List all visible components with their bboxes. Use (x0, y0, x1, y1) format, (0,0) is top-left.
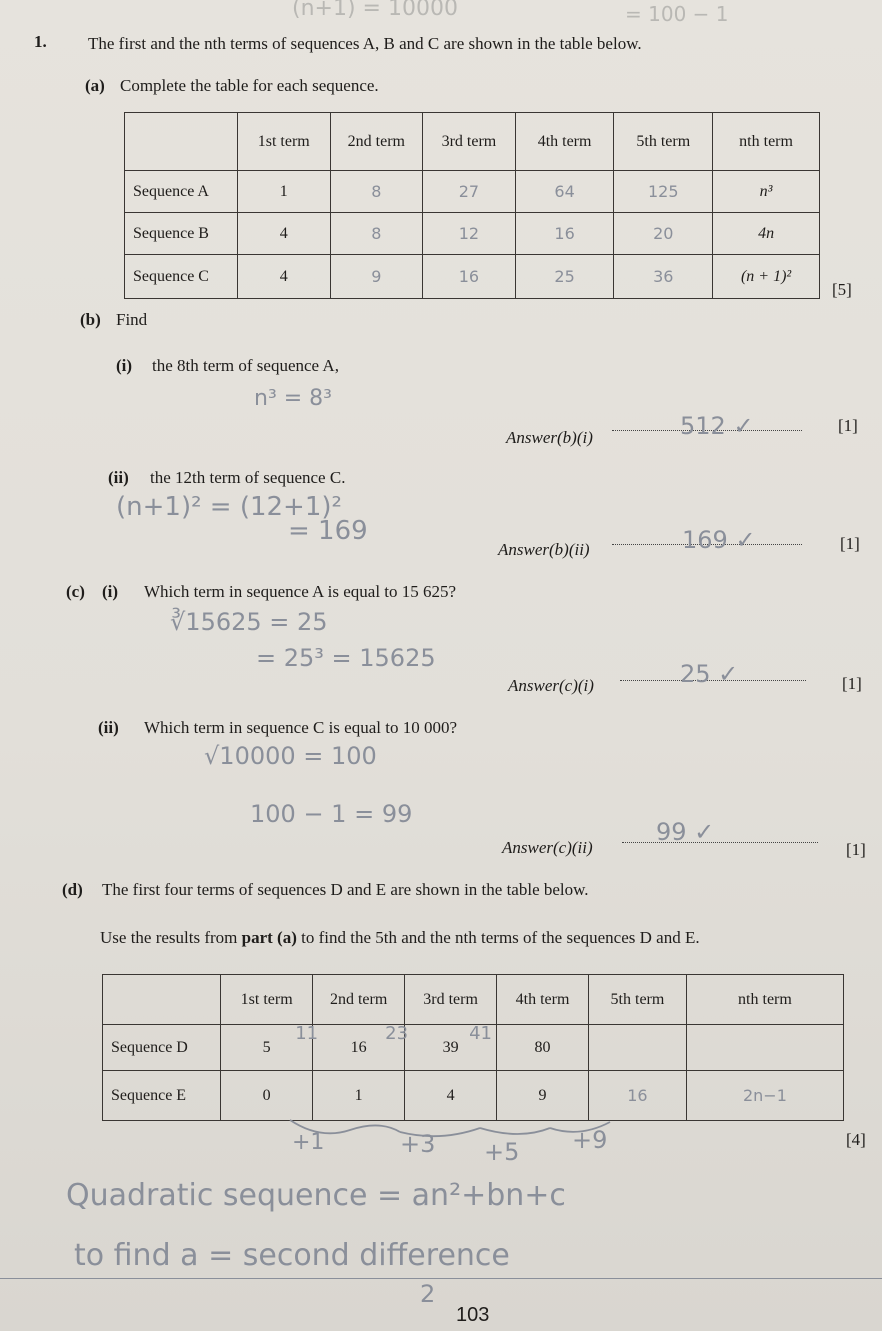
handwritten-term (686, 1025, 843, 1071)
working-line: 100 − 1 = 99 (250, 800, 413, 828)
header-cell: 1st term (221, 975, 313, 1025)
handwritten-term: 8 (330, 171, 423, 213)
header-cell: 2nd term (313, 975, 405, 1025)
part-d-marks: [4] (846, 1130, 866, 1149)
part-b-i-text: the 8th term of sequence A, (152, 356, 339, 375)
part-b-find: Find (116, 310, 148, 329)
part-a-label: (a) (85, 76, 105, 95)
brace-3 (480, 1128, 550, 1134)
handwritten-term (589, 1025, 687, 1071)
header-cell: 3rd term (423, 113, 516, 171)
header-cell (103, 975, 221, 1025)
table-a-header-row (125, 113, 820, 171)
nth-term: (n + 1)² (713, 255, 820, 299)
part-c-i-label: (i) (102, 582, 119, 601)
handwritten-difference: 23 (385, 1023, 409, 1044)
difference: +3 (400, 1130, 436, 1158)
header-cell: nth term (713, 113, 820, 171)
printed-term: 80 (497, 1025, 589, 1071)
handwritten-term: 36 (614, 255, 713, 299)
table-a (124, 112, 820, 299)
row-label: Sequence E (103, 1071, 221, 1121)
handwritten-term: 27 (423, 171, 516, 213)
difference: +5 (484, 1138, 520, 1166)
table-d (102, 974, 844, 1121)
handwritten-term: 64 (515, 171, 614, 213)
handwritten-term: 20 (614, 213, 713, 255)
handwritten-term: 125 (614, 171, 713, 213)
header-cell: 5th term (589, 975, 687, 1025)
handwritten-difference: 41 (469, 1023, 492, 1044)
marks: [1] (840, 534, 860, 553)
part-c-ii-text: Which term in sequence C is equal to 10 000? (144, 718, 457, 737)
header-cell: nth term (686, 975, 843, 1025)
working-line: n³ = 8³ (254, 386, 332, 411)
handwritten-term: 25 (515, 255, 614, 299)
marks: [1] (846, 840, 866, 859)
answer-value: 169 ✓ (682, 526, 756, 554)
answer-value: 25 ✓ (680, 660, 739, 688)
working-line: ∛15625 = 25 (170, 608, 328, 636)
part-b-ii-label: (ii) (108, 468, 129, 487)
printed-term: 1 (237, 171, 330, 213)
answer-value: 512 ✓ (680, 412, 754, 440)
printed-term: 16 23 (313, 1025, 405, 1071)
row-label: Sequence A (125, 171, 238, 213)
header-cell (125, 113, 238, 171)
header-cell: 4th term (515, 113, 614, 171)
header-cell: 1st term (237, 113, 330, 171)
row-label: Sequence B (125, 213, 238, 255)
marks: [1] (842, 674, 862, 693)
row-label: Sequence C (125, 255, 238, 299)
part-b-label: (b) (80, 310, 101, 329)
handwritten-term: 16 (589, 1071, 687, 1121)
answer-value: 99 ✓ (656, 818, 715, 846)
part-a-instruction: Complete the table for each sequence. (120, 76, 379, 95)
answer-label: Answer(b)(i) (506, 428, 593, 447)
page-number: 103 (456, 1304, 490, 1326)
handwritten-term: 8 (330, 213, 423, 255)
handwritten-term: 9 (330, 255, 423, 299)
printed-term: 4 (237, 213, 330, 255)
printed-term: 5 11 (221, 1025, 313, 1071)
handwritten-difference: 11 (295, 1023, 319, 1044)
answer-line (622, 842, 818, 843)
answer-label: Answer(b)(ii) (498, 540, 590, 559)
header-cell: 4th term (497, 975, 589, 1025)
header-cell: 2nd term (330, 113, 423, 171)
part-a-marks: [5] (832, 280, 852, 299)
printed-term: 9 (497, 1071, 589, 1121)
part-d-text2: Use the results from part (a) to find the 5th and the nth terms of the sequences D and E. (100, 928, 700, 947)
part-d-text1: The first four terms of sequences D and E are shown in the table below. (102, 880, 589, 899)
header-cell: 3rd term (405, 975, 497, 1025)
working-line: = 25³ = 15625 (256, 644, 436, 672)
note-line: to find a = second difference (74, 1238, 510, 1273)
printed-term: 0 (221, 1071, 313, 1121)
part-c-i-text: Which term in sequence A is equal to 15 625? (144, 582, 457, 601)
answer-label: Answer(c)(ii) (502, 838, 593, 857)
question-intro: The first and the nth terms of sequences A, B and C are shown in the table below. (88, 34, 642, 53)
table-a-row (125, 255, 820, 299)
handwritten-term: 16 (515, 213, 614, 255)
working-line: = 169 (288, 516, 368, 546)
nth-term: 4n (713, 213, 820, 255)
answer-label: Answer(c)(i) (508, 676, 594, 695)
table-a-row (125, 171, 820, 213)
printed-term: 4 (237, 255, 330, 299)
part-c-label: (c) (66, 582, 85, 601)
row-label: Sequence D (103, 1025, 221, 1071)
marks: [1] (838, 416, 858, 435)
question-number: 1. (34, 32, 47, 51)
top-right-scribble: = 100 − 1 (625, 2, 729, 26)
table-d-header-row (103, 975, 844, 1025)
note-line: 2 (420, 1280, 436, 1308)
handwritten-term: 2n−1 (686, 1071, 843, 1121)
handwritten-term: 16 (423, 255, 516, 299)
table-d-row (103, 1071, 844, 1121)
fraction-bar (0, 1278, 882, 1279)
table-a-row (125, 213, 820, 255)
part-b-ii-text: the 12th term of sequence C. (150, 468, 346, 487)
difference: +9 (572, 1126, 608, 1154)
printed-term: 4 (405, 1071, 497, 1121)
printed-term: 1 (313, 1071, 405, 1121)
printed-term: 39 41 (405, 1025, 497, 1071)
handwritten-term: 12 (423, 213, 516, 255)
working-line: (n+1)² = (12+1)² (116, 492, 342, 522)
header-cell: 5th term (614, 113, 713, 171)
part-b-i-label: (i) (116, 356, 133, 375)
working-line: √10000 = 100 (204, 742, 377, 770)
part-d-label: (d) (62, 880, 83, 899)
difference: +1 (292, 1130, 325, 1155)
part-c-ii-label: (ii) (98, 718, 119, 737)
top-scribble: (n+1) = 10000 (292, 0, 458, 21)
nth-term: n³ (713, 171, 820, 213)
table-d-row (103, 1025, 844, 1071)
note-line: Quadratic sequence = an²+bn+c (66, 1178, 566, 1213)
